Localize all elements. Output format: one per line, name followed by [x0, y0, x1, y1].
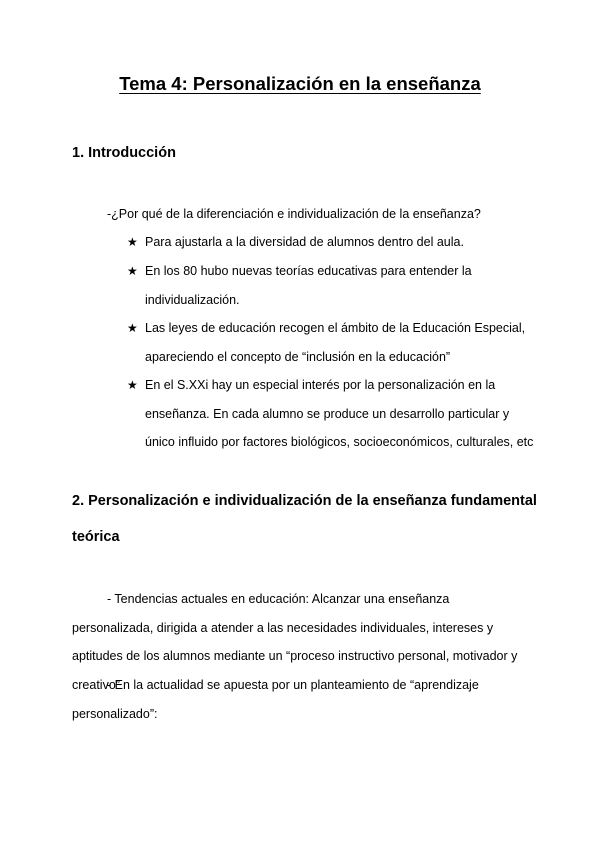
- star-icon: ★: [127, 321, 138, 335]
- list-item-text: Para ajustarla a la diversidad de alumnos dentro del aula.: [145, 235, 464, 249]
- list-item-text: Las leyes de educación recogen el ámbito de la Educación Especial, apareciendo el concepto de “inclusión en la educación”: [145, 321, 526, 364]
- section-heading-personalizacion-cont: teórica: [72, 529, 120, 545]
- list-item-text: En los 80 hubo nuevas teorías educativas para entender la individualización.: [145, 264, 472, 307]
- section-heading-personalizacion: 2. Personalización e individualización de la enseñanza fundamental: [72, 493, 537, 509]
- paragraph-actualidad: - En la actualidad se apuesta por un planteamiento de “aprendizaje personalizado”:: [72, 678, 479, 721]
- intro-question: -¿Por qué de la diferenciación e individualización de la enseñanza?: [107, 207, 481, 221]
- star-icon: ★: [127, 264, 138, 278]
- paragraph-tendencias: - Tendencias actuales en educación: Alcanzar una enseñanza personalizada, dirigida a atender a las necesidades individuales, intereses y aptitudes de los alumnos mediante un “proceso instructivo personal, motivador y creativo”: [72, 592, 518, 693]
- star-icon: ★: [127, 235, 138, 249]
- document-title: Tema 4: Personalización en la enseñanza: [119, 73, 481, 94]
- star-icon: ★: [127, 378, 138, 392]
- list-item-text: En el S.XXi hay un especial interés por la personalización en la enseñanza. En cada alumno se produce un desarrollo particular y único influido por factores biológicos, socioeconómicos, culturales, etc: [145, 378, 534, 450]
- section-heading-introduccion: 1. Introducción: [72, 145, 176, 161]
